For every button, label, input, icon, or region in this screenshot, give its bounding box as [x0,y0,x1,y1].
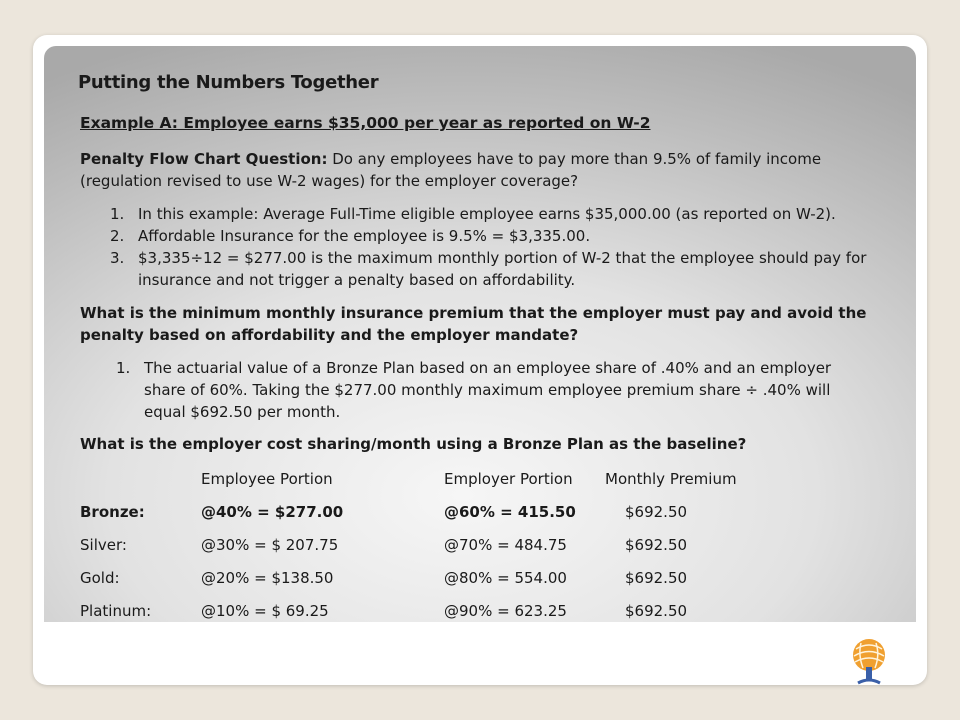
plan-name: Gold: [80,569,120,587]
monthly-premium: $692.50 [625,503,688,521]
list-item-number: 1. [110,205,125,223]
min-premium-question: What is the minimum monthly insurance premium that the employer must pay and avoid the penalty based on affordability and the employer mandate? [80,304,867,344]
employee-portion: @30% = $ 207.75 [201,536,339,554]
column-header-premium: Monthly Premium [605,470,737,488]
plan-name: Platinum: [80,602,152,620]
list-item-text: Affordable Insurance for the employee is 9.5% = $3,335.00. [138,227,591,245]
list-item-number: 2. [110,227,125,245]
employee-portion: @40% = $277.00 [201,503,344,521]
monthly-premium: $692.50 [625,569,688,587]
table-row [80,567,900,589]
table-row [80,534,900,556]
employer-portion: @80% = 554.00 [444,569,567,587]
employee-portion: @10% = $ 69.25 [201,602,329,620]
penalty-question-text: Do any employees have to pay more than 9.5% of family income (regulation revised to use W-2 wages) for the employer coverage? [80,150,822,190]
cost-question: What is the employer cost sharing/month using a Bronze Plan as the baseline? [80,435,747,453]
employee-portion: @20% = $138.50 [201,569,334,587]
slide-title: Putting the Numbers Together [78,72,379,93]
steps-list [110,203,890,291]
plan-name: Bronze: [80,503,145,521]
list-item-text: $3,335÷12 = $277.00 is the maximum monthly portion of W-2 that the employee should pay for insurance and not trigger a penalty based on affordability. [138,249,867,289]
table-header-row [80,468,900,490]
employer-portion: @70% = 484.75 [444,536,567,554]
actuarial-list [116,357,836,423]
column-header-employee: Employee Portion [201,470,333,488]
list-item-number: 1. [116,359,131,377]
example-heading: Example A: Employee earns $35,000 per year as reported on W-2 [80,114,651,132]
table-row [80,600,900,622]
tree-logo-icon [846,637,892,685]
list-item-text: In this example: Average Full-Time eligible employee earns $35,000.00 (as reported on W-2). [138,205,836,223]
penalty-question-label: Penalty Flow Chart Question: [80,150,328,168]
list-item [110,203,890,225]
monthly-premium: $692.50 [625,536,688,554]
list-item [110,247,890,291]
slide-content [44,46,916,622]
employer-portion: @90% = 623.25 [444,602,567,620]
employer-portion: @60% = 415.50 [444,503,576,521]
plan-name: Silver: [80,536,127,554]
penalty-question [80,148,880,192]
table-row [80,501,900,523]
monthly-premium: $692.50 [625,602,688,620]
list-item [116,357,836,423]
list-item-text: The actuarial value of a Bronze Plan based on an employee share of .40% and an employer share of 60%. Taking the $277.00 monthly maximum employee premium share ÷ .40% will equal $692.50 per month. [144,359,832,421]
list-item [110,225,890,247]
column-header-employer: Employer Portion [444,470,573,488]
list-item-number: 3. [110,249,125,267]
